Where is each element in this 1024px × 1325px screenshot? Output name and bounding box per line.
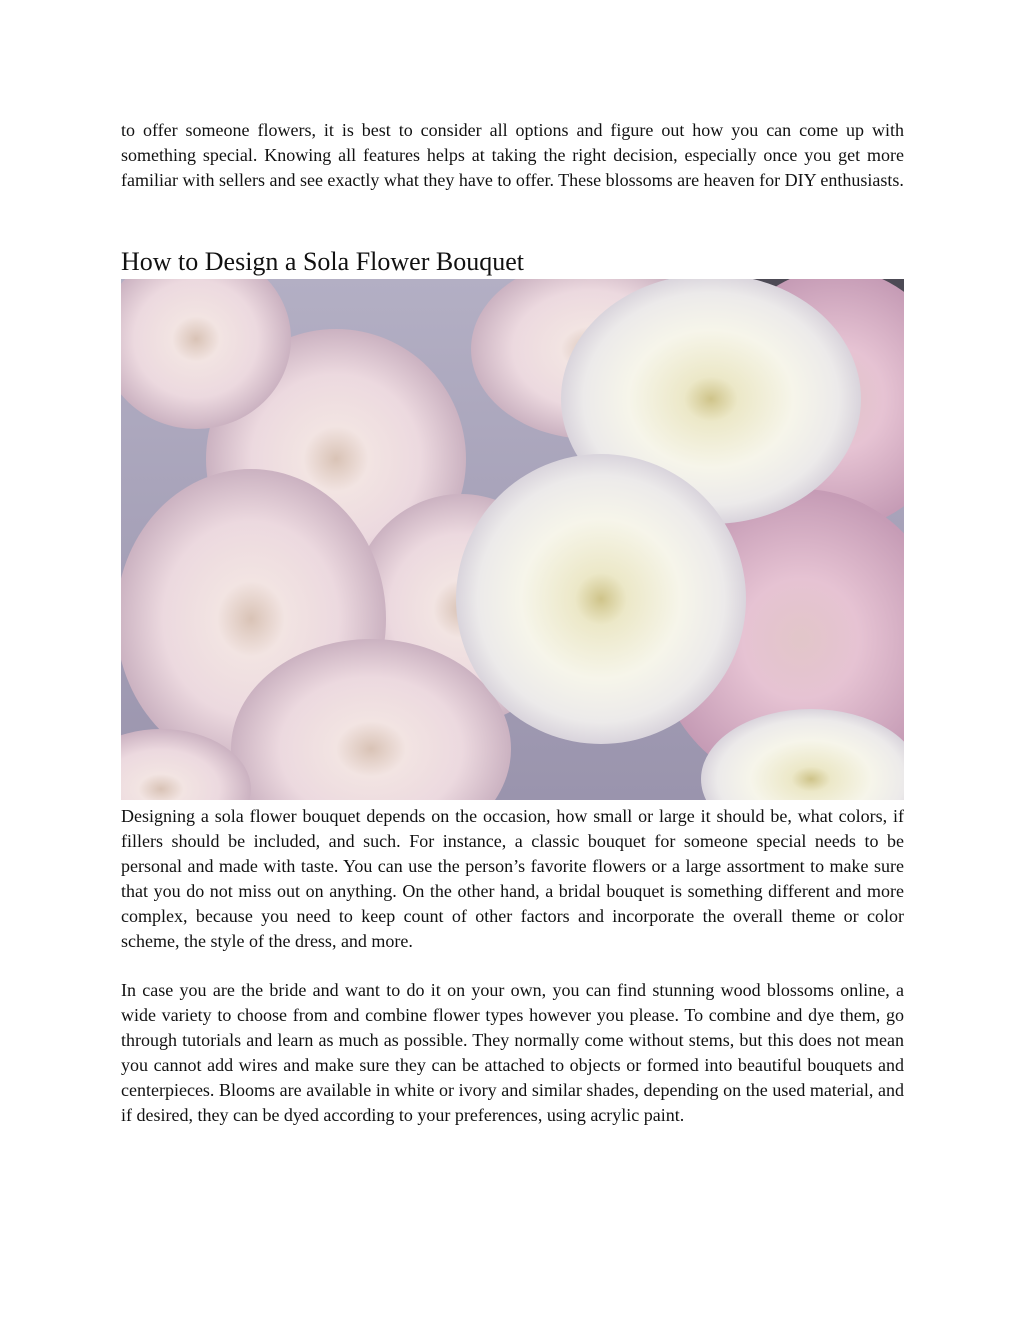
- rose-bouquet-photo: [121, 279, 904, 800]
- bride-paragraph: In case you are the bride and want to do it on your own, you can find stunning wood blossoms online, a wide variety to choose from and combine flower types however you please. To combine and dye them, go through tutorials and learn as much as possible. They normally come without stems, but this does not mean you cannot add wires and make sure they can be attached to objects or formed into beautiful bouquets and centerpieces. Blooms are available in white or ivory and similar shades, depending on the used material, and if desired, they can be dyed according to your preferences, using acrylic paint.: [121, 980, 904, 1125]
- design-paragraph: Designing a sola flower bouquet depends on the occasion, how small or large it should be, what colors, if fillers should be included, and such. For instance, a classic bouquet for someone special needs to be personal and made with taste. You can use the person’s favorite flowers or a large assortment to make sure that you do not miss out on anything. On the other hand, a bridal bouquet is something different and more complex, because you need to keep count of other factors and incorporate the overall theme or color scheme, the style of the dress, and more.: [121, 806, 904, 951]
- intro-paragraph: to offer someone flowers, it is best to consider all options and figure out how you can come up with something special. Knowing all features helps at taking the right decision, especially once you get more familiar with sellers and see exactly what they have to offer. These blossoms are heaven for DIY enthusiasts.: [121, 120, 904, 190]
- section-heading: How to Design a Sola Flower Bouquet: [121, 247, 524, 276]
- document-page: [121, 118, 904, 1125]
